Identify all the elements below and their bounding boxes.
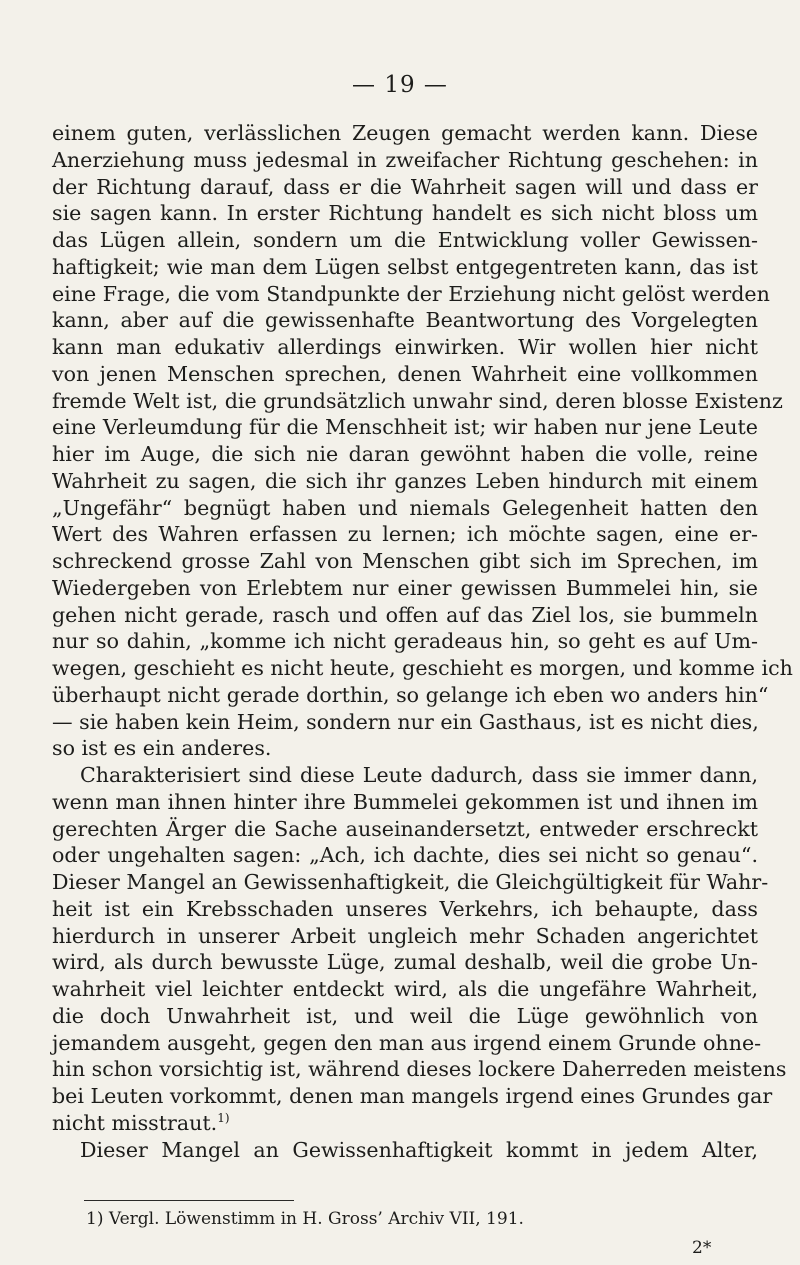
text-line: Anerziehung muss jedesmal in zweifacher Richtung geschehen: in <box>52 147 758 172</box>
text-line: oder ungehalten sagen: „Ach, ich dachte, dies sei nicht so genau“. <box>52 843 758 868</box>
text-line: wegen, geschieht es nicht heute, geschieht es morgen, und komme ich <box>52 656 793 680</box>
text-line: hin schon vorsichtig ist, während dieses lockere Daherreden meistens <box>52 1057 787 1082</box>
text-line: heit ist ein Krebsschaden unseres Verkehrs, ich behaupte, dass <box>52 896 758 921</box>
text-line: das Lügen allein, sondern um die Entwicklung voller Gewissen- <box>52 228 758 252</box>
signature-mark: 2* <box>692 1238 712 1258</box>
text-line: wird, als durch bewusste Lüge, zumal deshalb, weil die grobe Un- <box>52 950 758 975</box>
text-line: gehen nicht gerade, rasch und offen auf das Ziel los, sie bummeln <box>52 602 758 627</box>
text-line: wenn man ihnen hinter ihre Bummelei gekommen ist und ihnen im <box>52 789 758 814</box>
text-line: schreckend grosse Zahl von Menschen gibt sich im Sprechen, im <box>52 549 758 573</box>
text-line: kann, aber auf die gewissenhafte Beantwortung des Vorgelegten <box>52 308 758 333</box>
text-line: so ist es ein anderes. <box>52 736 272 761</box>
text-line-fragment: nicht misstraut. <box>52 1110 218 1135</box>
text-line: eine Verleumdung für die Menschheit ist; wir haben nur jene Leute <box>52 415 758 440</box>
text-line: der Richtung darauf, dass er die Wahrheit sagen will und dass er <box>52 174 758 199</box>
text-line: Dieser Mangel an Gewissenhaftigkeit kommt in jedem Alter, <box>80 1137 758 1162</box>
body-text <box>52 120 793 1163</box>
text-line: bei Leuten vorkommt, denen man mangels irgend eines Grundes gar <box>52 1084 773 1108</box>
text-line: kann man edukativ allerdings einwirken. Wir wollen hier nicht <box>52 335 758 359</box>
text-line: Wiedergeben von Erlebtem nur einer gewissen Bummelei hin, sie <box>52 575 758 600</box>
page-number: — 19 — <box>352 72 448 98</box>
text-line: nur so dahin, „komme ich nicht geradeaus hin, so geht es auf Um- <box>52 629 758 654</box>
text-line: haftigkeit; wie man dem Lügen selbst entgegentreten kann, das ist <box>52 254 758 279</box>
text-line: die doch Unwahrheit ist, und weil die Lüge gewöhnlich von <box>52 1003 758 1028</box>
text-line: Charakterisiert sind diese Leute dadurch, dass sie immer dann, <box>80 763 758 787</box>
text-line: sie sagen kann. In erster Richtung handelt es sich nicht bloss um <box>52 201 758 226</box>
text-line: Dieser Mangel an Gewissenhaftigkeit, die Gleichgültigkeit für Wahr- <box>52 870 769 894</box>
text-line: hier im Auge, die sich nie daran gewöhnt haben die volle, reine <box>52 442 758 466</box>
text-line-with-footnote <box>52 1110 758 1137</box>
text-line: gerechten Ärger die Sache auseinandersetzt, entweder erschreckt <box>52 816 758 841</box>
text-line: fremde Welt ist, die grundsätzlich unwahr sind, deren blosse Existenz <box>52 388 783 413</box>
text-line: von jenen Menschen sprechen, denen Wahrheit eine vollkommen <box>52 361 758 386</box>
footnote: 1) Vergl. Löwenstimm in H. Gross’ Archiv VII, 191. <box>86 1209 524 1229</box>
text-line: „Ungefähr“ begnügt haben und niemals Gelegenheit hatten den <box>52 495 758 520</box>
text-line: jemandem ausgeht, gegen den man aus irgend einem Grunde ohne- <box>52 1030 762 1055</box>
text-line: — sie haben kein Heim, sondern nur ein Gasthaus, ist es nicht dies, <box>52 709 759 734</box>
text-line: hierdurch in unserer Arbeit ungleich mehr Schaden angerichtet <box>52 923 758 948</box>
text-line: Wahrheit zu sagen, die sich ihr ganzes Leben hindurch mit einem <box>52 468 758 493</box>
text-line: eine Frage, die vom Standpunkte der Erziehung nicht gelöst werden <box>52 281 770 306</box>
text-line: einem guten, verlässlichen Zeugen gemacht werden kann. Diese <box>52 121 758 145</box>
footnote-reference: 1) <box>217 1110 230 1125</box>
text-line: überhaupt nicht gerade dorthin, so gelange ich eben wo anders hin“ <box>52 682 769 707</box>
text-line: Wert des Wahren erfassen zu lernen; ich möchte sagen, eine er- <box>52 522 758 547</box>
text-line: wahrheit viel leichter entdeckt wird, als die ungefähre Wahrheit, <box>52 977 758 1001</box>
footnote-divider <box>84 1200 294 1201</box>
